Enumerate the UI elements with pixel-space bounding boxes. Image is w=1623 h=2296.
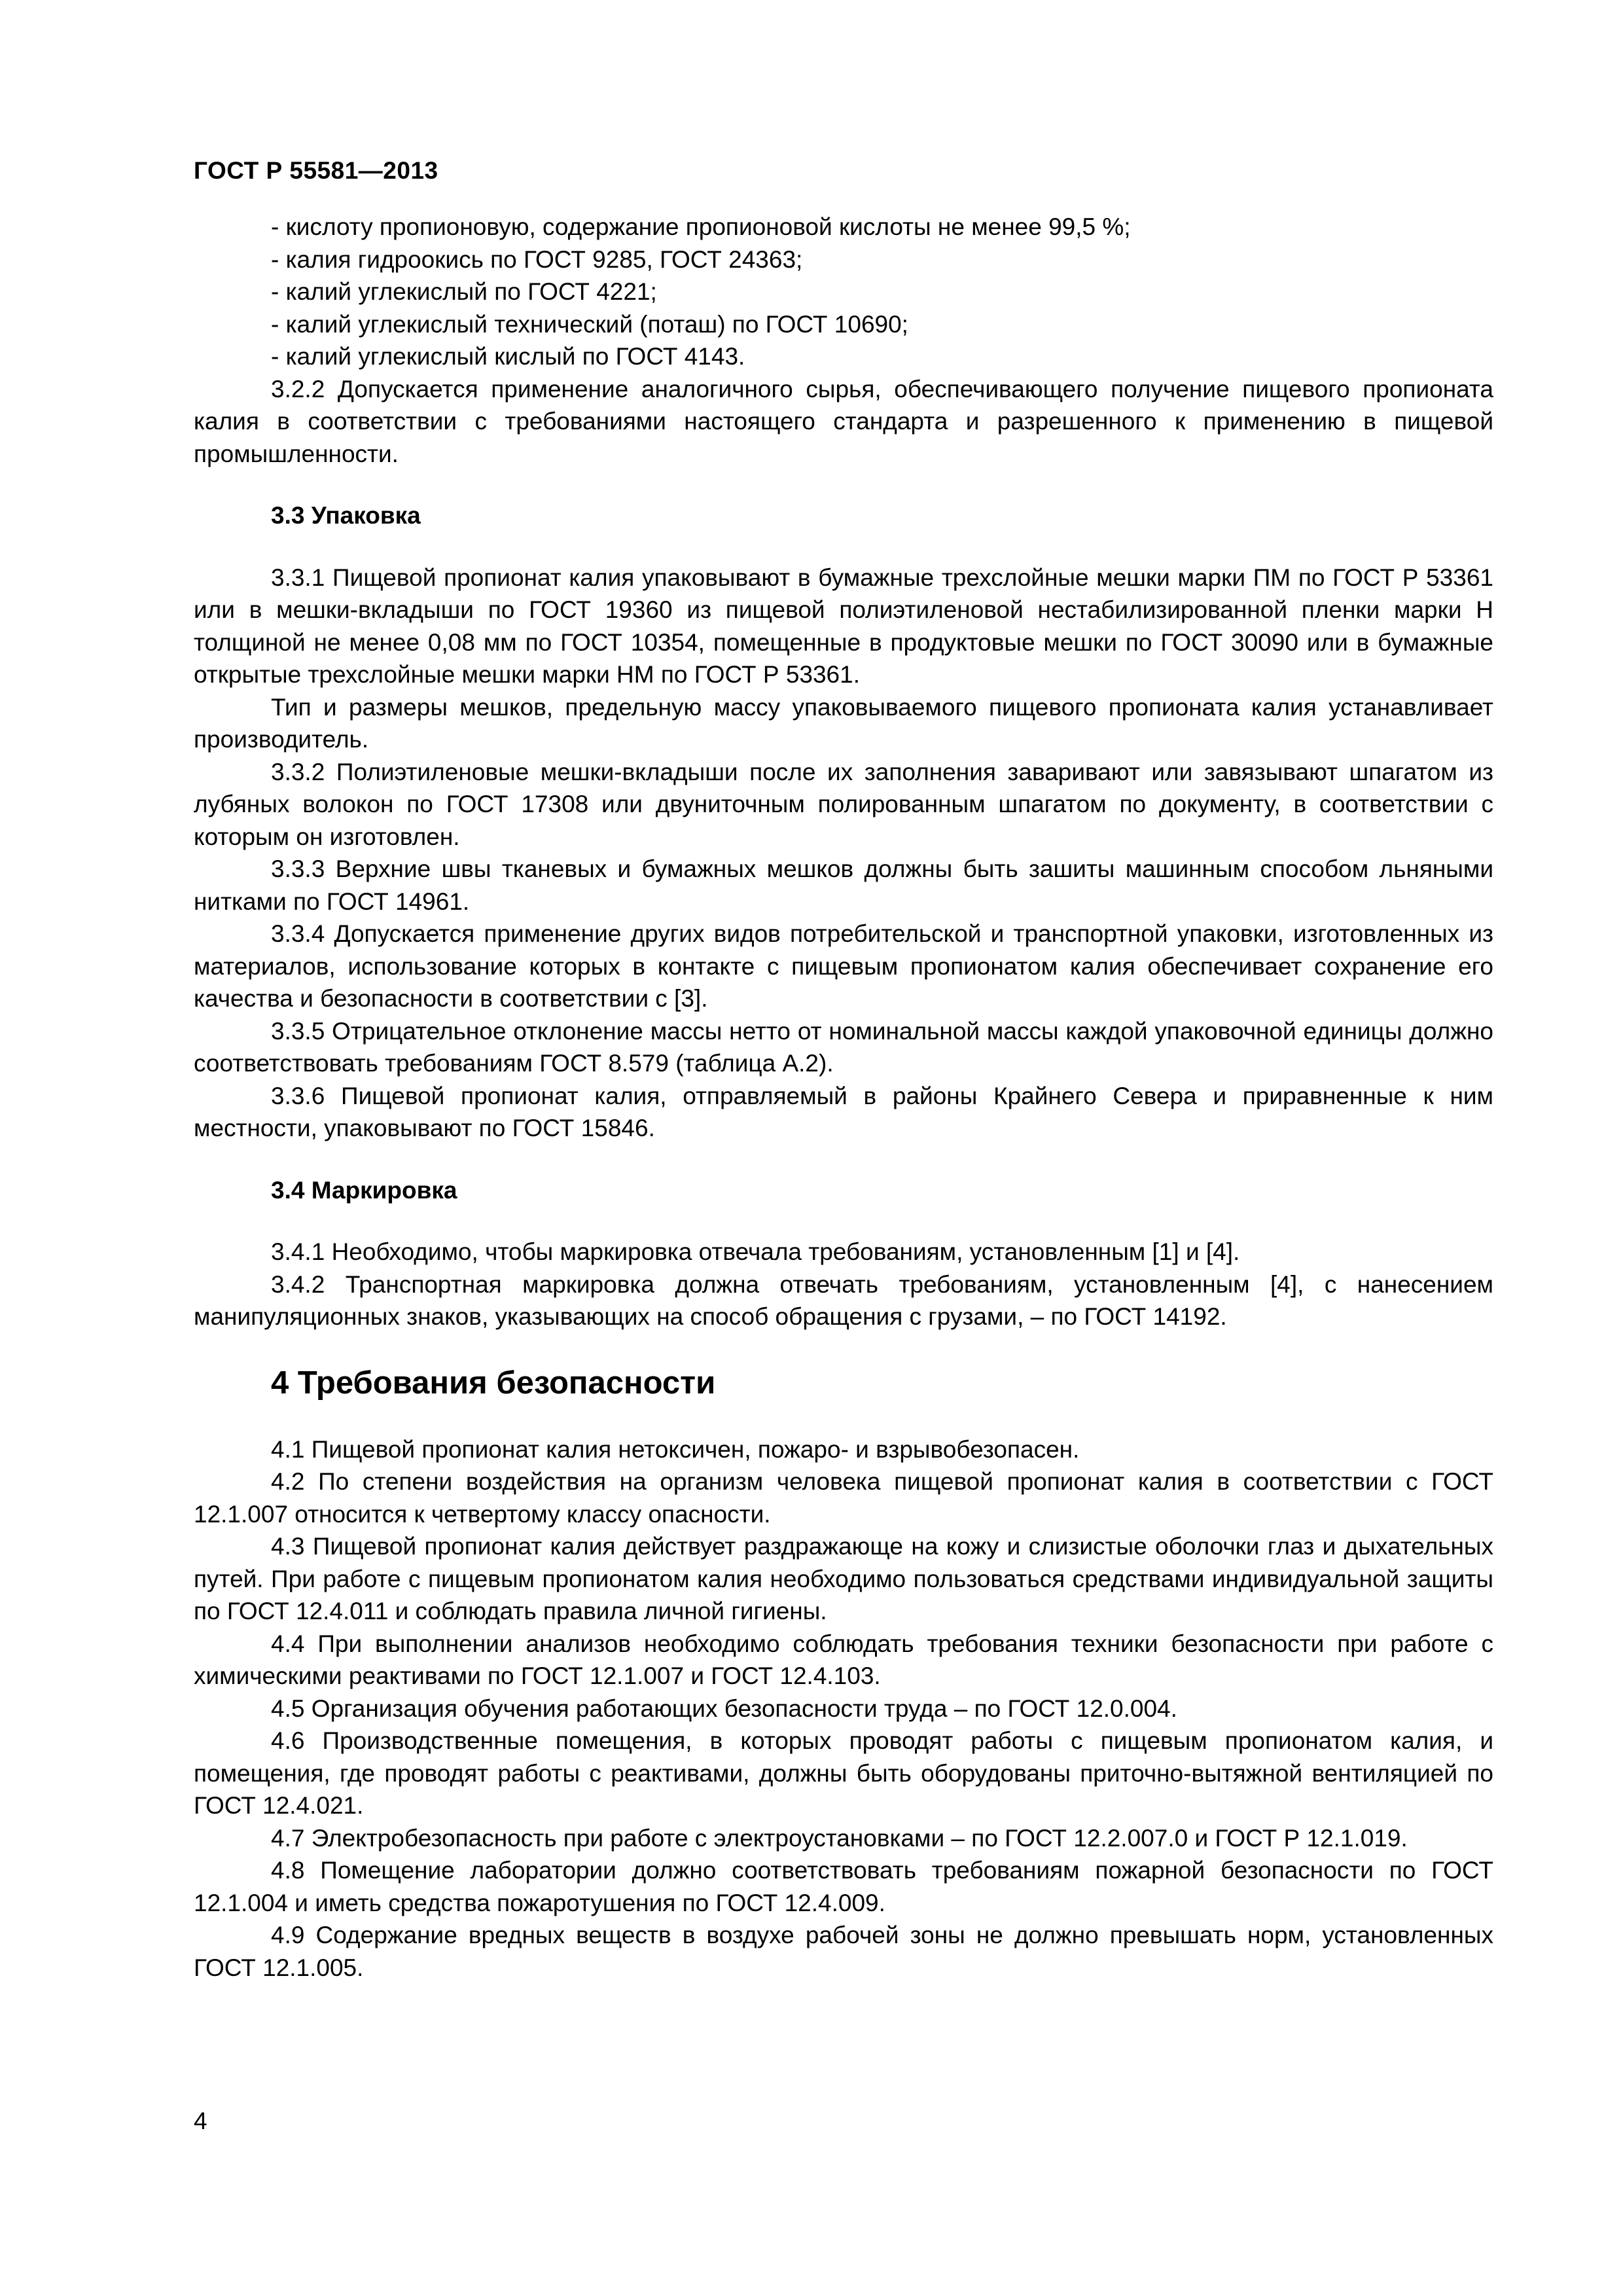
paragraph-3-2-2: 3.2.2 Допускается применение аналогичного сырья, обеспечивающего получение пищевого пропионата калия в соответствии с требованиями настоящего стандарта и разрешенного к применению в пищевой промышленности.: [194, 375, 1493, 467]
list-item: - калий углекислый по ГОСТ 4221;: [271, 278, 657, 305]
paragraph-3-3-3: 3.3.3 Верхние швы тканевых и бумажных мешков должны быть зашиты машинным способом льняными нитками по ГОСТ 14961.: [194, 855, 1493, 915]
paragraph-4-6: 4.6 Производственные помещения, в которых проводят работы с пищевым пропионатом калия, и помещения, где проводят работы с реактивами, должны быть оборудованы приточно-вытяжной вентиляцией по ГОСТ 12.4.021.: [194, 1727, 1493, 1819]
document-header: ГОСТ Р 55581—2013: [194, 157, 438, 184]
section-heading-4: 4 Требования безопасности: [271, 1365, 716, 1401]
section-heading-3-4: 3.4 Маркировка: [271, 1176, 457, 1204]
list-item: - калия гидроокись по ГОСТ 9285, ГОСТ 24363;: [271, 245, 803, 273]
paragraph-3-4-2: 3.4.2 Транспортная маркировка должна отвечать требованиям, установленным [4], с нанесением манипуляционных знаков, указывающих на способ обращения с грузами, – по ГОСТ 14192.: [194, 1270, 1493, 1330]
list-item: - калий углекислый кислый по ГОСТ 4143.: [271, 343, 745, 370]
paragraph-3-3-1: 3.3.1 Пищевой пропионат калия упаковывают в бумажные трехслойные мешки марки ПМ по ГОСТ Р 53361 или в мешки-вкладыши по ГОСТ 19360 из пищевой полиэтиленовой нестабилизированной пленки марки Н толщиной не менее 0,08 мм по ГОСТ 10354, помещенные в продуктовые мешки по ГОСТ 30090 или в бумажные открытые трехслойные мешки марки НМ по ГОСТ Р 53361.: [194, 564, 1493, 688]
paragraph-4-8: 4.8 Помещение лаборатории должно соответствовать требованиям пожарной безопасности по ГОСТ 12.1.004 и иметь средства пожаротушения по ГОСТ 12.4.009.: [194, 1857, 1493, 1916]
list-item: - кислоту пропионовую, содержание пропионовой кислоты не менее 99,5 %;: [271, 213, 1131, 240]
paragraph-4-1: 4.1 Пищевой пропионат калия нетоксичен, пожаро- и взрывобезопасен.: [271, 1435, 1080, 1463]
list-item: - калий углекислый технический (поташ) по ГОСТ 10690;: [271, 310, 908, 338]
paragraph-3-3-4: 3.3.4 Допускается применение других видов потребительской и транспортной упаковки, изготовленных из материалов, использование которых в контакте с пищевым пропионатом калия обеспечивает сохранение его качества и безопасности в соответствии с [3].: [194, 920, 1493, 1012]
paragraph-4-7: 4.7 Электробезопасность при работе с электроустановками – по ГОСТ 12.2.007.0 и ГОСТ Р 12.1.019.: [271, 1824, 1408, 1852]
paragraph-3-3-5: 3.3.5 Отрицательное отклонение массы нетто от номинальной массы каждой упаковочной единицы должно соответствовать требованиям ГОСТ 8.579 (таблица А.2).: [194, 1017, 1493, 1077]
paragraph-4-3: 4.3 Пищевой пропионат калия действует раздражающе на кожу и слизистые оболочки глаз и дыхательных путей. При работе с пищевым пропионатом калия необходимо пользоваться средствами индивидуальной защиты по ГОСТ 12.4.011 и соблюдать правила личной гигиены.: [194, 1533, 1493, 1624]
paragraph-3-3-1-cont: Тип и размеры мешков, предельную массу упаковываемого пищевого пропионата калия устанавливает производитель.: [194, 693, 1493, 753]
paragraph-4-4: 4.4 При выполнении анализов необходимо соблюдать требования техники безопасности при работе с химическими реактивами по ГОСТ 12.1.007 и ГОСТ 12.4.103.: [194, 1630, 1493, 1689]
paragraph-3-4-1: 3.4.1 Необходимо, чтобы маркировка отвечала требованиям, установленным [1] и [4].: [271, 1238, 1240, 1265]
section-heading-3-3: 3.3 Упаковка: [271, 502, 421, 529]
document-body: [194, 211, 1493, 1984]
paragraph-3-3-6: 3.3.6 Пищевой пропионат калия, отправляемый в районы Крайнего Севера и приравненные к ним местности, упаковывают по ГОСТ 15846.: [194, 1082, 1493, 1141]
paragraph-3-3-2: 3.3.2 Полиэтиленовые мешки-вкладыши после их заполнения заваривают или завязывают шпагатом из лубяных волокон по ГОСТ 17308 или двуниточным полированным шпагатом по документу, в соответствии с которым он изготовлен.: [194, 758, 1493, 850]
paragraph-4-2: 4.2 По степени воздействия на организм человека пищевой пропионат калия в соответствии с ГОСТ 12.1.007 относится к четвертому классу опасности.: [194, 1468, 1493, 1528]
paragraph-4-5: 4.5 Организация обучения работающих безопасности труда – по ГОСТ 12.0.004.: [271, 1695, 1177, 1722]
paragraph-4-9: 4.9 Содержание вредных веществ в воздухе рабочей зоны не должно превышать норм, установленных ГОСТ 12.1.005.: [194, 1922, 1493, 1981]
page-number: 4: [194, 2108, 207, 2134]
